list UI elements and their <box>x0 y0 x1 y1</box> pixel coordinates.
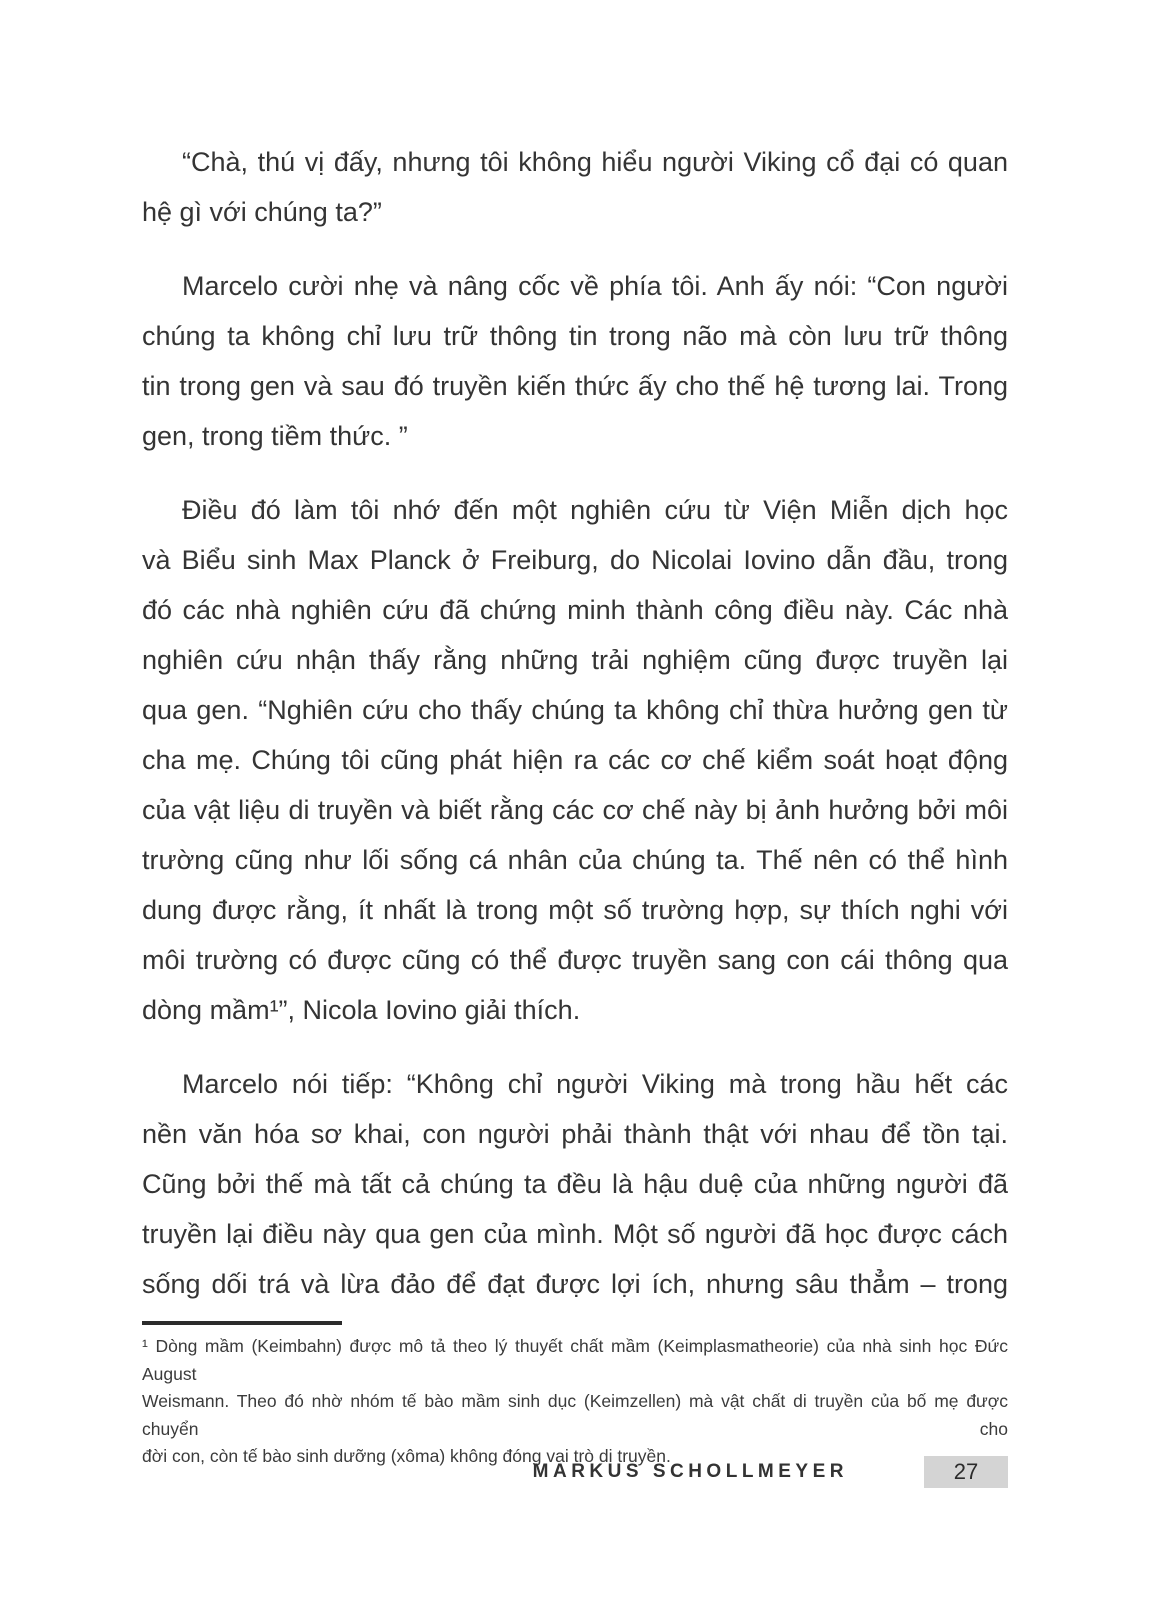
body-text <box>142 137 1008 1309</box>
paragraph <box>142 261 1008 461</box>
text-line: môi trường có được cũng có thể được truyền sang con cái thông qua <box>142 945 1008 975</box>
text-line: Điều đó làm tôi nhớ đến một nghiên cứu từ Viện Miễn dịch học <box>182 495 1008 525</box>
text-line: cha mẹ. Chúng tôi cũng phát hiện ra các cơ chế kiểm soát hoạt động <box>142 745 1008 775</box>
text-line: “Chà, thú vị đấy, nhưng tôi không hiểu người Viking cổ đại có quan <box>182 147 1008 177</box>
text-line: đời con, còn tế bào sinh dưỡng (xôma) không đóng vai trò di truyền. <box>142 1446 671 1466</box>
text-line: chúng ta không chỉ lưu trữ thông tin trong não mà còn lưu trữ thông <box>142 321 1008 351</box>
paragraph <box>142 1059 1008 1309</box>
text-line: Marcelo nói tiếp: “Không chỉ người Viking mà trong hầu hết các <box>182 1069 1008 1099</box>
page-number-badge <box>924 1456 1008 1488</box>
text-line: dòng mầm¹”, Nicola Iovino giải thích. <box>142 995 581 1025</box>
text-line: đó các nhà nghiên cứu đã chứng minh thành công điều này. Các nhà <box>142 595 1008 625</box>
text-line: gen, trong tiềm thức. ” <box>142 421 408 451</box>
running-footer-author: MARKUS SCHOLLMEYER <box>532 1461 848 1482</box>
text-line: Marcelo cười nhẹ và nâng cốc về phía tôi. Anh ấy nói: “Con người <box>182 271 1008 301</box>
footnote <box>142 1333 1008 1471</box>
page-number: 27 <box>953 1459 979 1484</box>
text-line: nghiên cứu nhận thấy rằng những trải nghiệm cũng được truyền lại <box>142 645 1008 675</box>
text-line: và Biểu sinh Max Planck ở Freiburg, do Nicolai Iovino dẫn đầu, trong <box>142 545 1008 575</box>
text-line: nền văn hóa sơ khai, con người phải thành thật với nhau để tồn tại. <box>142 1119 1008 1149</box>
text-line: dung được rằng, ít nhất là trong một số trường hợp, sự thích nghi với <box>142 895 1008 925</box>
text-line: Weismann. Theo đó nhờ nhóm tế bào mầm sinh dục (Keimzellen) mà vật chất di truyền của bố mẹ được chuyển cho <box>142 1391 1008 1439</box>
text-line: qua gen. “Nghiên cứu cho thấy chúng ta không chỉ thừa hưởng gen từ <box>142 695 1008 725</box>
running-footer <box>142 1455 1008 1489</box>
text-line: hệ gì với chúng ta?” <box>142 197 382 227</box>
text-line: Cũng bởi thế mà tất cả chúng ta đều là hậu duệ của những người đã <box>142 1169 1008 1199</box>
text-line: ¹ Dòng mầm (Keimbahn) được mô tả theo lý thuyết chất mầm (Keimplasmatheorie) của nhà sinh học Đức August <box>142 1336 1008 1384</box>
text-line: truyền lại điều này qua gen của mình. Một số người đã học được cách <box>142 1219 1008 1249</box>
paragraph <box>142 137 1008 237</box>
text-line: trường cũng như lối sống cá nhân của chúng ta. Thế nên có thể hình <box>142 845 1008 875</box>
text-line: của vật liệu di truyền và biết rằng các cơ chế này bị ảnh hưởng bởi môi <box>142 795 1008 825</box>
text-line: tin trong gen và sau đó truyền kiến thức ấy cho thế hệ tương lai. Trong <box>142 371 1008 401</box>
text-line: sống dối trá và lừa đảo để đạt được lợi ích, nhưng sâu thẳm – trong <box>142 1269 1008 1299</box>
footnote-divider <box>142 1321 342 1325</box>
paragraph <box>142 485 1008 1035</box>
